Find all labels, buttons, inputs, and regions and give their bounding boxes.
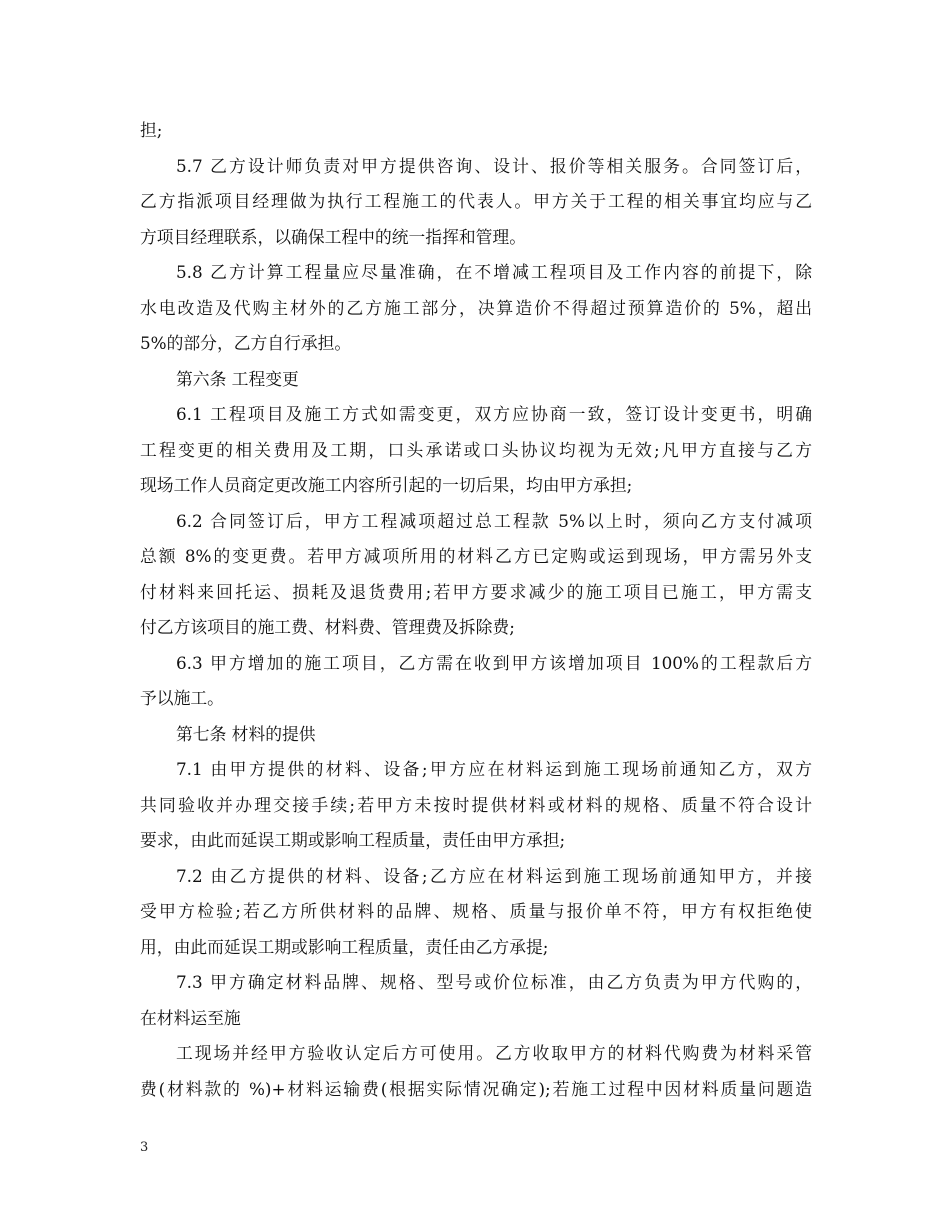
- text-line: 乙方指派项目经理做为执行工程施工的代表人。甲方关于工程的相关事宜均应与乙: [140, 191, 812, 211]
- text-line: 总额 8%的变更费。若甲方减项所用的材料乙方已定购或运到现场，甲方需另外支: [140, 546, 812, 566]
- page-number: 3: [140, 1140, 149, 1155]
- text-line: 方项目经理联系，以确保工程中的统一指挥和管理。: [140, 226, 526, 247]
- text-line: 费(材料款的 %)+材料运输费(根据实际情况确定);若施工过程中因材料质量问题造: [140, 1078, 812, 1099]
- text-line: 在材料运至施: [140, 1007, 241, 1028]
- text-line: 工现场并经甲方验收认定后方可使用。乙方收取甲方的材料代购费为材料采管: [176, 1043, 812, 1063]
- contract-body: [140, 113, 812, 1107]
- text-line: 付乙方该项目的施工费、材料费、管理费及拆除费;: [140, 617, 515, 637]
- clause-7-1: 7.1 由甲方提供的材料、设备;甲方应在材料运到施工现场前通知乙方，双方: [176, 759, 812, 779]
- clause-7-2: 7.2 由乙方提供的材料、设备;乙方应在材料运到施工现场前通知甲方，并接: [176, 865, 812, 886]
- article-6-heading: 第六条 工程变更: [176, 368, 299, 389]
- text-line: 予以施工。: [140, 688, 224, 708]
- clause-5-8: 5.8 乙方计算工程量应尽量准确，在不增减工程项目及工作内容的前提下，除: [176, 262, 812, 282]
- text-line: 5%的部分，乙方自行承担。: [140, 333, 352, 353]
- text-line: 付材料来回托运、损耗及退货费用;若甲方要求减少的施工项目已施工，甲方需支: [140, 581, 812, 602]
- text-line: 现场工作人员商定更改施工内容所引起的一切后果，均由甲方承担;: [140, 475, 633, 495]
- text-line: 工程变更的相关费用及工期，口头承诺或口头协议均视为无效;凡甲方直接与乙方: [140, 439, 812, 460]
- article-7-heading: 第七条 材料的提供: [176, 723, 316, 744]
- clause-6-3: 6.3 甲方增加的施工项目，乙方需在收到甲方该增加项目 100%的工程款后方: [176, 652, 812, 673]
- clause-5-7: 5.7 乙方设计师负责对甲方提供咨询、设计、报价等相关服务。合同签订后，: [176, 155, 812, 176]
- clause-6-1: 6.1 工程项目及施工方式如需变更，双方应协商一致，签订设计变更书，明确: [176, 404, 812, 424]
- text-line: 水电改造及代购主材外的乙方施工部分，决算造价不得超过预算造价的 5%，超出: [140, 297, 812, 318]
- text-line: 担;: [140, 120, 163, 140]
- clause-7-3: 7.3 甲方确定材料品牌、规格、型号或价位标准，由乙方负责为甲方代购的，: [176, 972, 812, 992]
- text-line: 要求，由此而延误工期或影响工程质量，责任由甲方承担;: [140, 830, 566, 850]
- clause-6-2: 6.2 合同签订后，甲方工程减项超过总工程款 5%以上时，须向乙方支付减项: [176, 510, 812, 531]
- text-line: 受甲方检验;若乙方所供材料的品牌、规格、质量与报价单不符，甲方有权拒绝使: [140, 901, 812, 921]
- text-line: 共同验收并办理交接手续;若甲方未按时提供材料或材料的规格、质量不符合设计: [140, 794, 812, 815]
- text-line: 用，由此而延误工期或影响工程质量，责任由乙方承提;: [140, 936, 549, 957]
